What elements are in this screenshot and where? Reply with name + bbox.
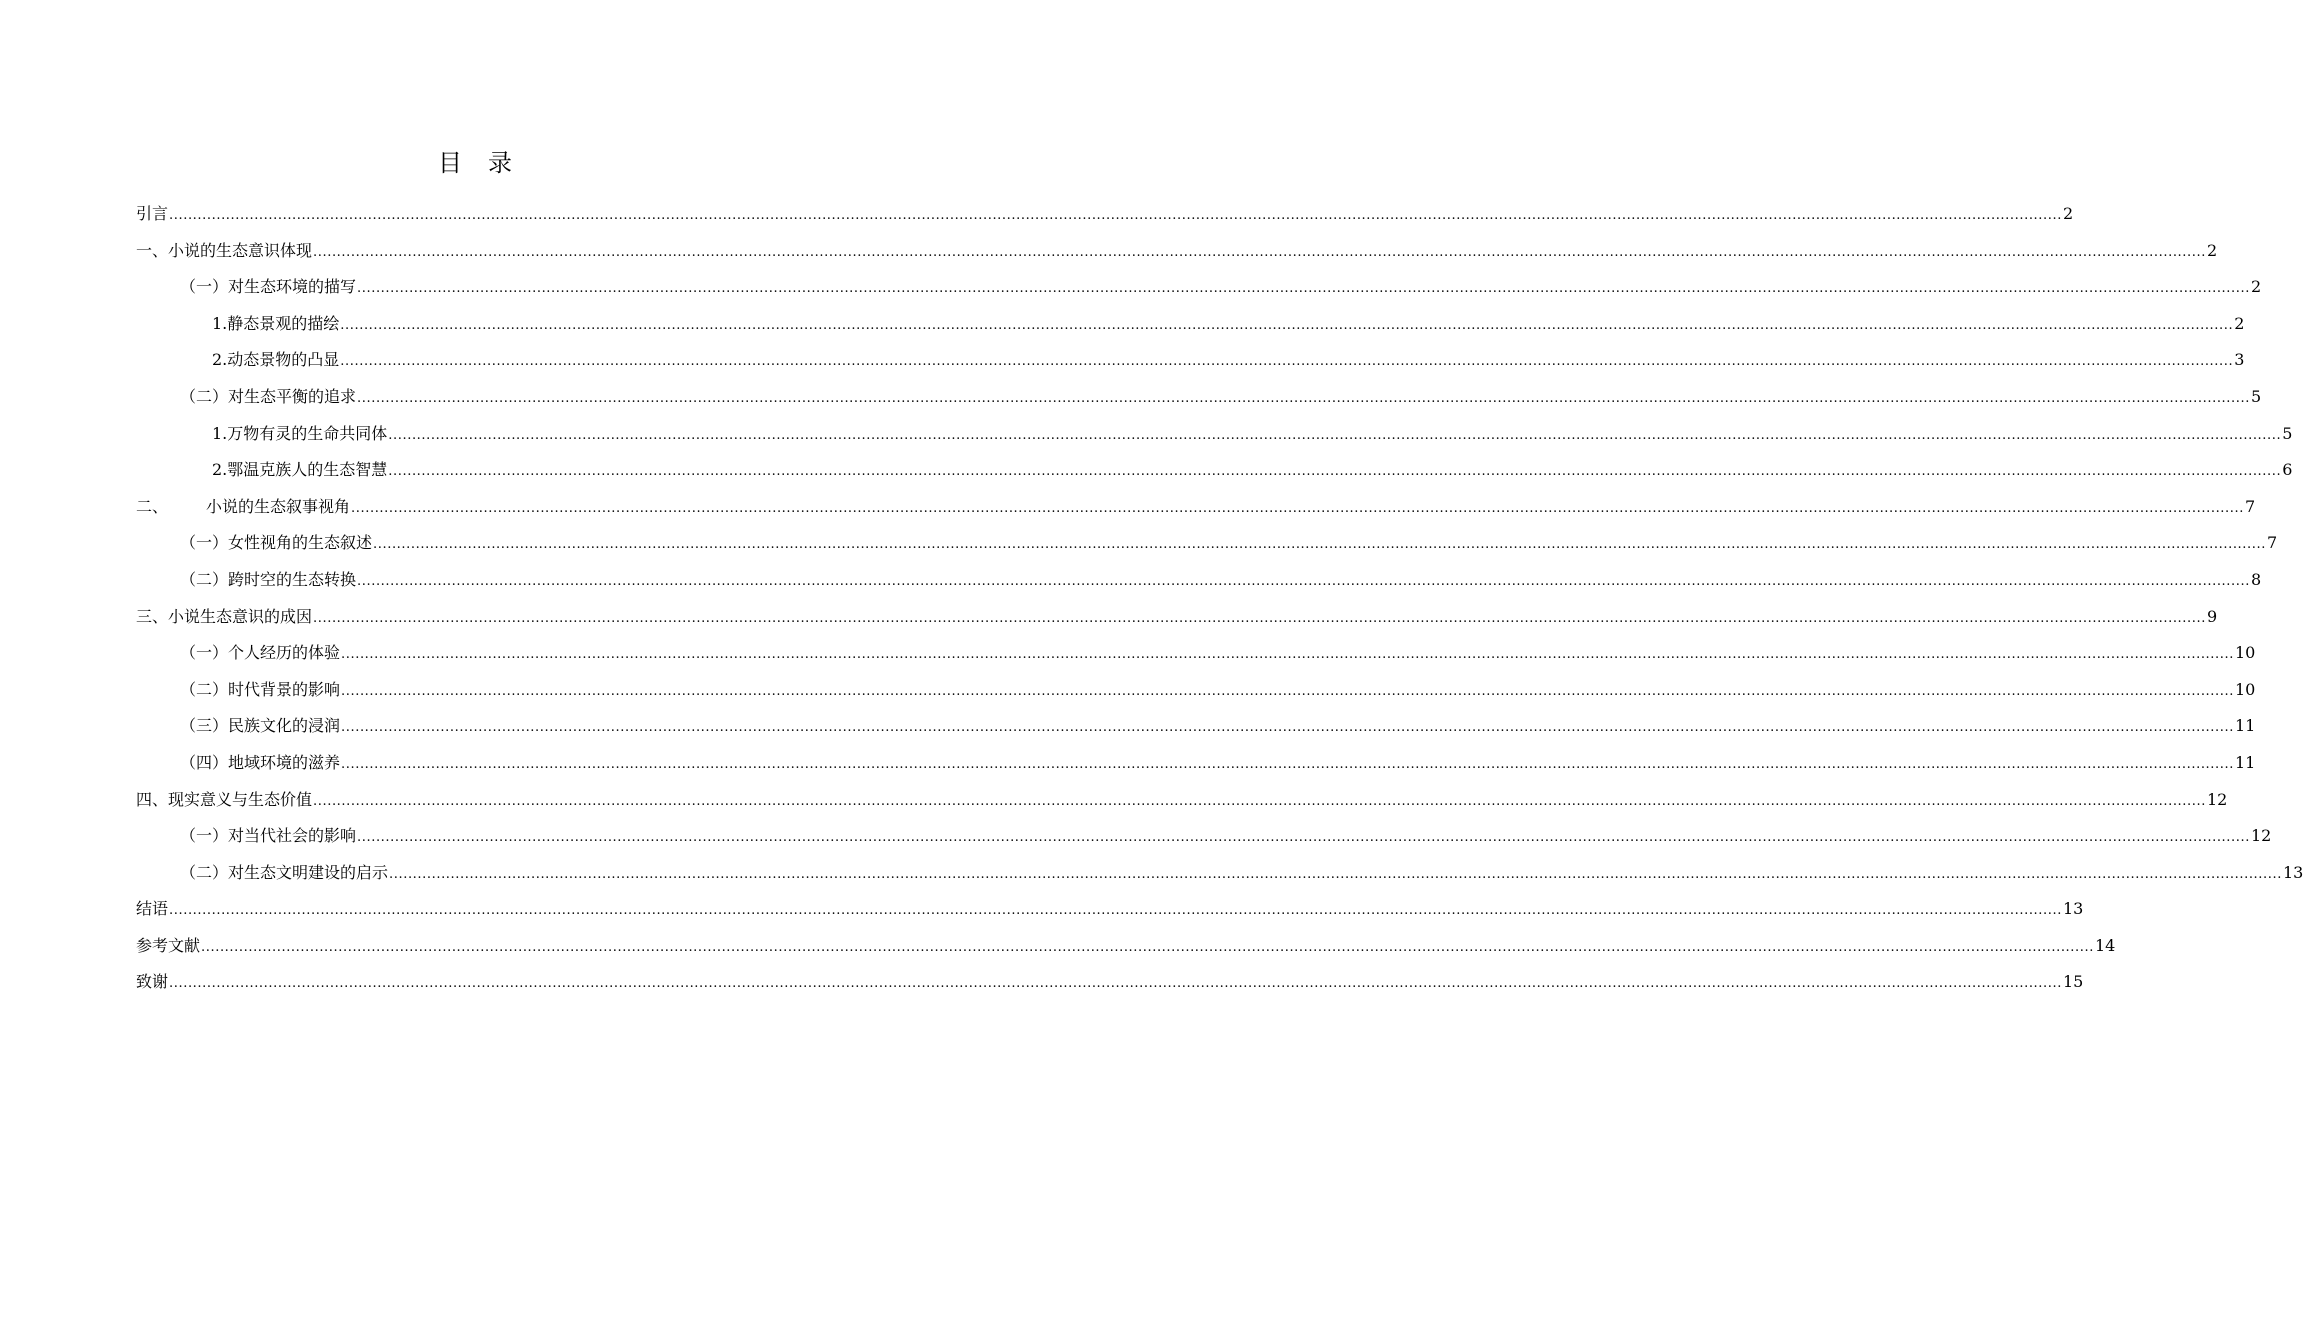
toc-page-number: 6 (2282, 460, 2293, 480)
toc-entry[interactable] (136, 342, 2245, 379)
dot-leader: ................................................................................................................................................................................................................................................................................................................................................................................................................ (201, 939, 2094, 955)
toc-entry-text: 2.动态景物的凸显 (212, 350, 340, 370)
toc-entry-text: （二）对生态文明建设的启示 (180, 862, 389, 882)
toc-list (136, 196, 2303, 1001)
toc-entry[interactable] (136, 964, 2084, 1001)
toc-entry[interactable] (136, 745, 2256, 782)
toc-entry[interactable] (136, 708, 2256, 745)
toc-entry[interactable] (136, 891, 2084, 928)
toc-page-number: 15 (2062, 972, 2084, 992)
toc-page-number: 7 (2244, 496, 2256, 516)
toc-entry[interactable] (136, 855, 2303, 892)
dot-leader: ................................................................................................................................................................................................................................................................................................................................................................................................................ (389, 866, 2282, 882)
toc-entry[interactable] (136, 196, 2074, 233)
toc-entry-text: （二）时代背景的影响 (180, 679, 341, 699)
dot-leader: ................................................................................................................................................................................................................................................................................................................................................................................................................ (169, 903, 2062, 919)
toc-entry-text: （三）民族文化的浸润 (180, 716, 341, 736)
toc-entry[interactable] (136, 599, 2218, 636)
toc-entry-text: （一）个人经历的体验 (180, 643, 341, 663)
toc-entry[interactable] (136, 489, 2256, 526)
toc-entry-text: 四、现实意义与生态价值 (136, 789, 313, 809)
toc-page-number: 2 (2234, 313, 2245, 333)
dot-leader: ................................................................................................................................................................................................................................................................................................................................................................................................................ (373, 537, 2266, 553)
toc-page-number: 13 (2062, 899, 2084, 919)
toc-title (0, 146, 950, 180)
toc-page-number: 11 (2234, 716, 2256, 736)
toc-page-number: 5 (2282, 423, 2293, 443)
toc-entry-text: （四）地域环境的滋养 (180, 752, 341, 772)
toc-page-number: 14 (2094, 935, 2116, 955)
toc-entry-text: 致谢 (136, 972, 169, 992)
toc-entry-text: 一、小说的生态意识体现 (136, 240, 313, 260)
toc-entry[interactable] (136, 416, 2293, 453)
toc-page-number: 11 (2234, 752, 2256, 772)
toc-page-number: 10 (2234, 643, 2256, 663)
dot-leader: ................................................................................................................................................................................................................................................................................................................................................................................................................ (357, 390, 2250, 406)
dot-leader: ................................................................................................................................................................................................................................................................................................................................................................................................................ (340, 354, 2234, 370)
toc-entry[interactable] (136, 782, 2228, 819)
toc-entry-text: （一）对生态环境的描写 (180, 277, 357, 297)
toc-page-number: 3 (2234, 350, 2245, 370)
toc-entry-number: 二、 (136, 496, 169, 516)
toc-entry-text: 结语 (136, 899, 169, 919)
toc-title-char-2: 录 (488, 149, 512, 177)
toc-page-number: 9 (2206, 606, 2218, 626)
dot-leader: ................................................................................................................................................................................................................................................................................................................................................................................................................ (357, 573, 2250, 589)
toc-entry[interactable] (136, 452, 2293, 489)
toc-entry-text: 参考文献 (136, 935, 201, 955)
toc-page-number: 2 (2062, 204, 2074, 223)
toc-entry-text (136, 489, 350, 526)
toc-entry[interactable] (136, 233, 2218, 270)
toc-page-number: 5 (2250, 386, 2262, 406)
toc-entry[interactable] (136, 818, 2272, 855)
toc-entry[interactable] (136, 635, 2256, 672)
dot-leader: ................................................................................................................................................................................................................................................................................................................................................................................................................ (357, 281, 2250, 297)
toc-entry[interactable] (136, 525, 2278, 562)
toc-entry[interactable] (136, 379, 2262, 416)
dot-leader: ................................................................................................................................................................................................................................................................................................................................................................................................................ (341, 720, 2234, 736)
toc-entry-text: （一）对当代社会的影响 (180, 826, 357, 846)
toc-page-number: 10 (2234, 679, 2256, 699)
toc-entry-text: 引言 (136, 204, 169, 223)
toc-entry[interactable] (136, 562, 2262, 599)
dot-leader: ................................................................................................................................................................................................................................................................................................................................................................................................................ (357, 830, 2250, 846)
toc-entry[interactable] (136, 269, 2262, 306)
toc-entry[interactable] (136, 928, 2116, 965)
toc-entry-text: 2.鄂温克族人的生态智慧 (212, 460, 388, 480)
dot-leader: ................................................................................................................................................................................................................................................................................................................................................................................................................ (313, 244, 2206, 260)
toc-page-number: 2 (2206, 240, 2218, 260)
toc-entry-text: （二）跨时空的生态转换 (180, 569, 357, 589)
dot-leader: ................................................................................................................................................................................................................................................................................................................................................................................................................ (388, 464, 2282, 480)
toc-entry-text: 1.万物有灵的生命共同体 (212, 423, 388, 443)
toc-page-number: 12 (2206, 789, 2228, 809)
toc-entry[interactable] (136, 672, 2256, 709)
toc-title-char-1: 目 (438, 149, 462, 177)
dot-leader: ................................................................................................................................................................................................................................................................................................................................................................................................................ (341, 756, 2234, 772)
toc-entry[interactable] (136, 306, 2245, 343)
dot-leader: ................................................................................................................................................................................................................................................................................................................................................................................................................ (388, 427, 2282, 443)
toc-entry-text: （二）对生态平衡的追求 (180, 386, 357, 406)
toc-entry-text: 1.静态景观的描绘 (212, 313, 340, 333)
dot-leader: ................................................................................................................................................................................................................................................................................................................................................................................................................ (340, 317, 2234, 333)
toc-entry-text: 三、小说生态意识的成因 (136, 606, 313, 626)
toc-entry-title: 小说的生态叙事视角 (206, 496, 351, 516)
dot-leader: ................................................................................................................................................................................................................................................................................................................................................................................................................ (169, 208, 2062, 223)
dot-leader: ................................................................................................................................................................................................................................................................................................................................................................................................................ (351, 500, 2244, 516)
dot-leader: ................................................................................................................................................................................................................................................................................................................................................................................................................ (313, 793, 2206, 809)
dot-leader: ................................................................................................................................................................................................................................................................................................................................................................................................................ (313, 610, 2206, 626)
toc-entry-text: （一）女性视角的生态叙述 (180, 533, 373, 553)
dot-leader: ................................................................................................................................................................................................................................................................................................................................................................................................................ (341, 683, 2234, 699)
dot-leader: ................................................................................................................................................................................................................................................................................................................................................................................................................ (341, 647, 2234, 663)
toc-page-number: 8 (2250, 569, 2262, 589)
toc-page-number: 13 (2282, 862, 2303, 882)
dot-leader: ................................................................................................................................................................................................................................................................................................................................................................................................................ (169, 976, 2062, 992)
toc-page-number: 12 (2250, 826, 2272, 846)
toc-page-number: 7 (2266, 533, 2278, 553)
toc-page-number: 2 (2250, 277, 2262, 297)
